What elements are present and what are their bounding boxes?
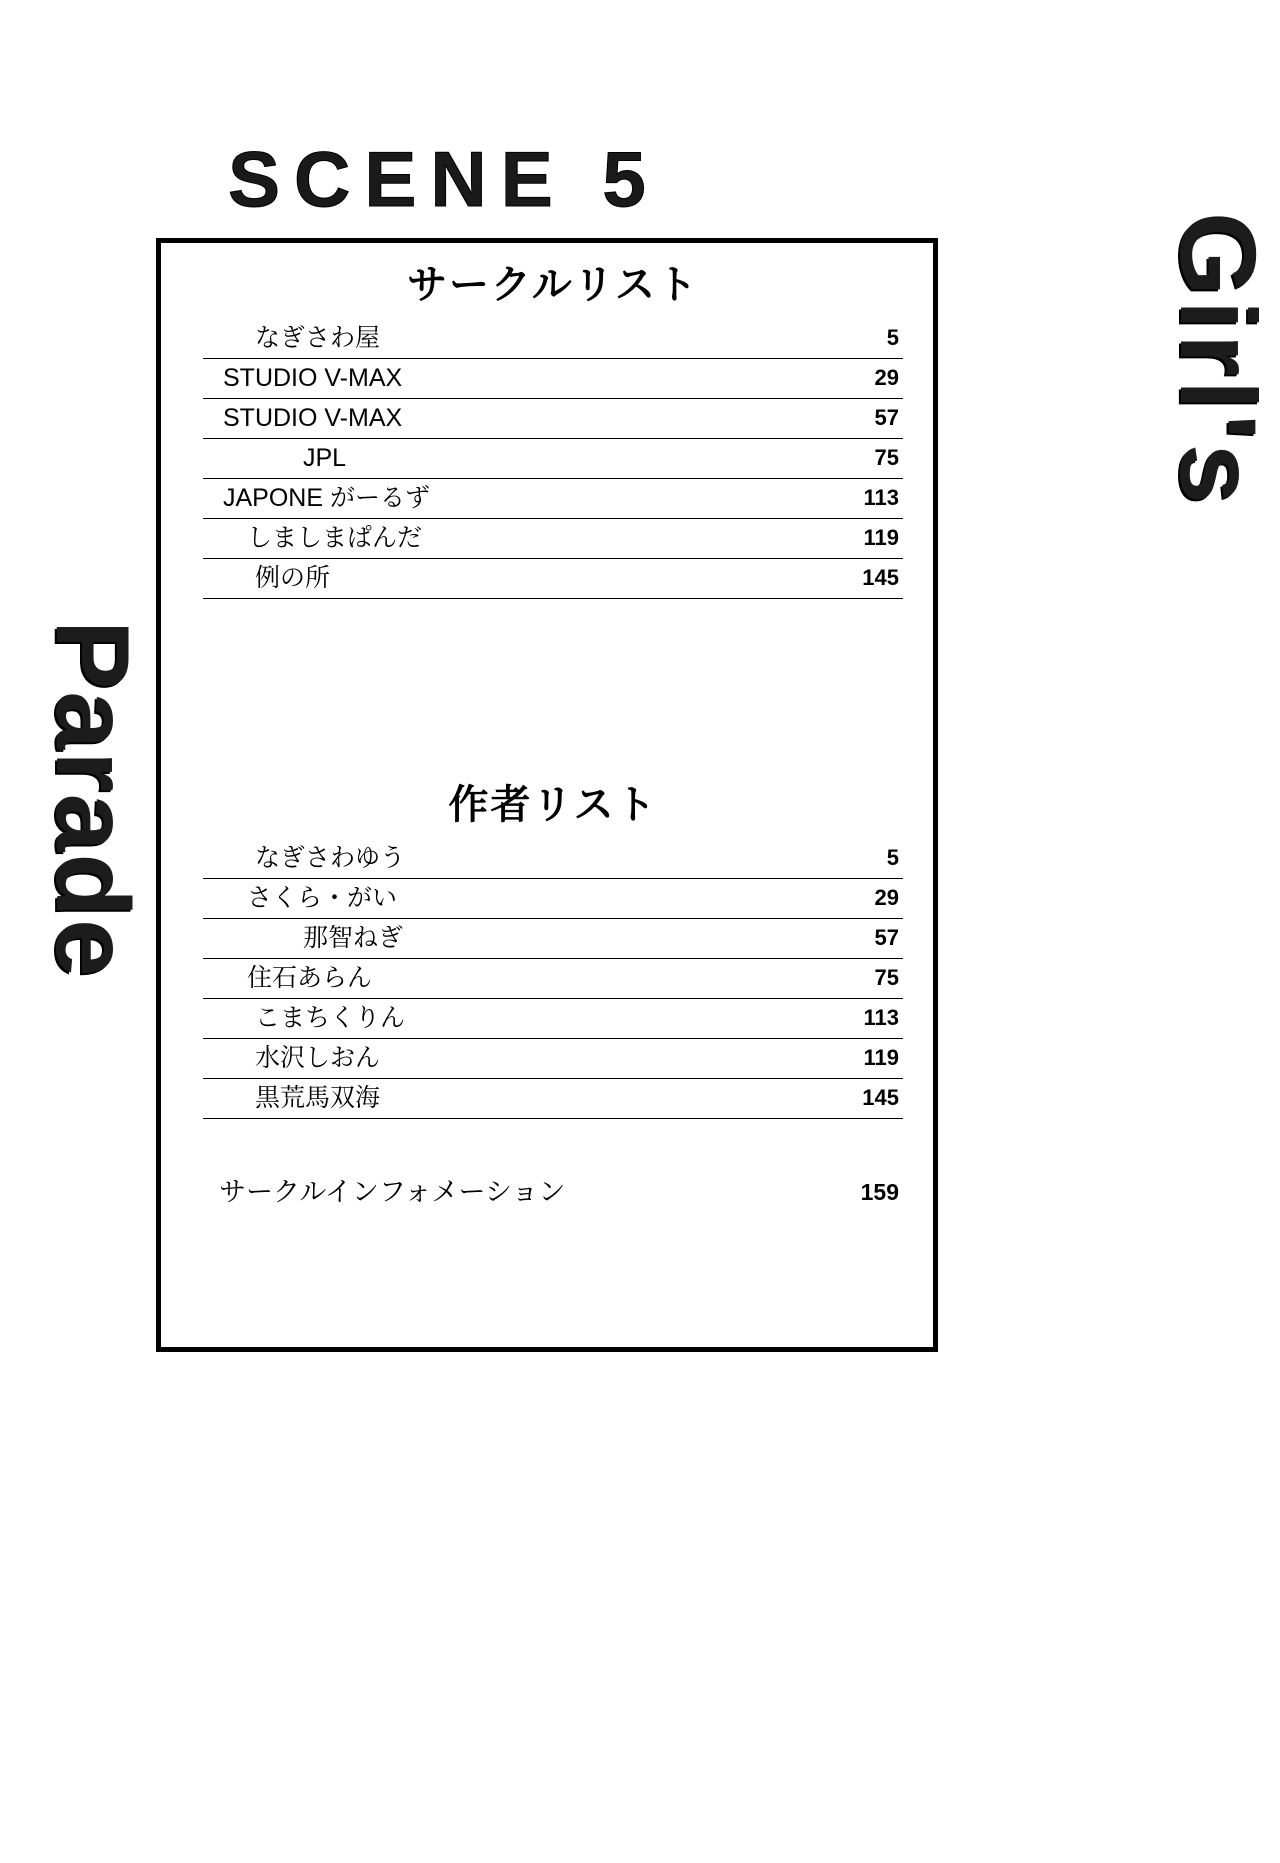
decorative-title-right xyxy=(1142,212,1279,1112)
toc-panel xyxy=(156,238,938,1352)
toc-content xyxy=(203,261,903,1209)
entry-page: 113 xyxy=(863,1005,899,1030)
section-spacer xyxy=(203,599,903,781)
entry-label: こまちくりん xyxy=(255,1004,406,1032)
entry-page: 119 xyxy=(863,525,899,550)
entry-label: 黒荒馬双海 xyxy=(255,1084,381,1112)
decorative-title-right-text: Girl's xyxy=(1158,212,1279,508)
table-row[interactable] xyxy=(203,439,903,479)
decorative-title-left-text: Parade xyxy=(34,620,150,979)
table-row[interactable] xyxy=(203,319,903,359)
entry-page: 57 xyxy=(874,925,899,950)
entry-label: JPL xyxy=(303,444,347,472)
table-row[interactable] xyxy=(203,359,903,399)
entry-label: 水沢しおん xyxy=(255,1044,381,1072)
entry-page: 145 xyxy=(862,565,899,590)
entry-label: しましまぱんだ xyxy=(247,524,423,552)
table-row[interactable] xyxy=(203,519,903,559)
table-row[interactable] xyxy=(203,879,903,919)
entry-label: JAPONE がーるず xyxy=(223,484,430,512)
entry-label: 例の所 xyxy=(255,564,331,592)
table-row[interactable] xyxy=(203,839,903,879)
author-list xyxy=(203,839,903,1119)
table-row[interactable] xyxy=(203,559,903,599)
table-row[interactable] xyxy=(203,479,903,519)
entry-page: 119 xyxy=(863,1045,899,1070)
circle-list xyxy=(203,319,903,599)
entry-label: 那智ねぎ xyxy=(303,924,404,952)
entry-label: なぎさわゆう xyxy=(255,844,406,872)
table-row[interactable] xyxy=(203,399,903,439)
entry-page: 29 xyxy=(874,885,899,910)
entry-label: さくら・がい xyxy=(247,884,398,912)
author-list-heading: 作者リスト xyxy=(448,783,658,827)
entry-label: サークルインフォメーション xyxy=(219,1177,566,1207)
decorative-title-left xyxy=(18,620,148,1380)
entry-label: 住石あらん xyxy=(247,964,373,992)
table-row[interactable] xyxy=(203,999,903,1039)
entry-page: 5 xyxy=(886,845,899,870)
entry-page: 159 xyxy=(860,1179,899,1205)
entry-label: なぎさわ屋 xyxy=(255,324,381,352)
entry-page: 75 xyxy=(874,965,899,990)
circle-list-heading: サークルリスト xyxy=(407,263,699,307)
circle-information-row[interactable] xyxy=(203,1175,903,1209)
table-row[interactable] xyxy=(203,1079,903,1119)
entry-page: 145 xyxy=(862,1085,899,1110)
entry-page: 75 xyxy=(874,445,899,470)
entry-label: STUDIO V-MAX xyxy=(223,364,403,392)
table-row[interactable] xyxy=(203,959,903,999)
table-row[interactable] xyxy=(203,1039,903,1079)
page-title: SCENE 5 xyxy=(228,135,660,223)
entry-page: 57 xyxy=(874,405,899,430)
entry-page: 29 xyxy=(874,365,899,390)
entry-page: 113 xyxy=(863,485,899,510)
entry-label: STUDIO V-MAX xyxy=(223,404,403,432)
table-row[interactable] xyxy=(203,919,903,959)
entry-page: 5 xyxy=(886,325,899,350)
